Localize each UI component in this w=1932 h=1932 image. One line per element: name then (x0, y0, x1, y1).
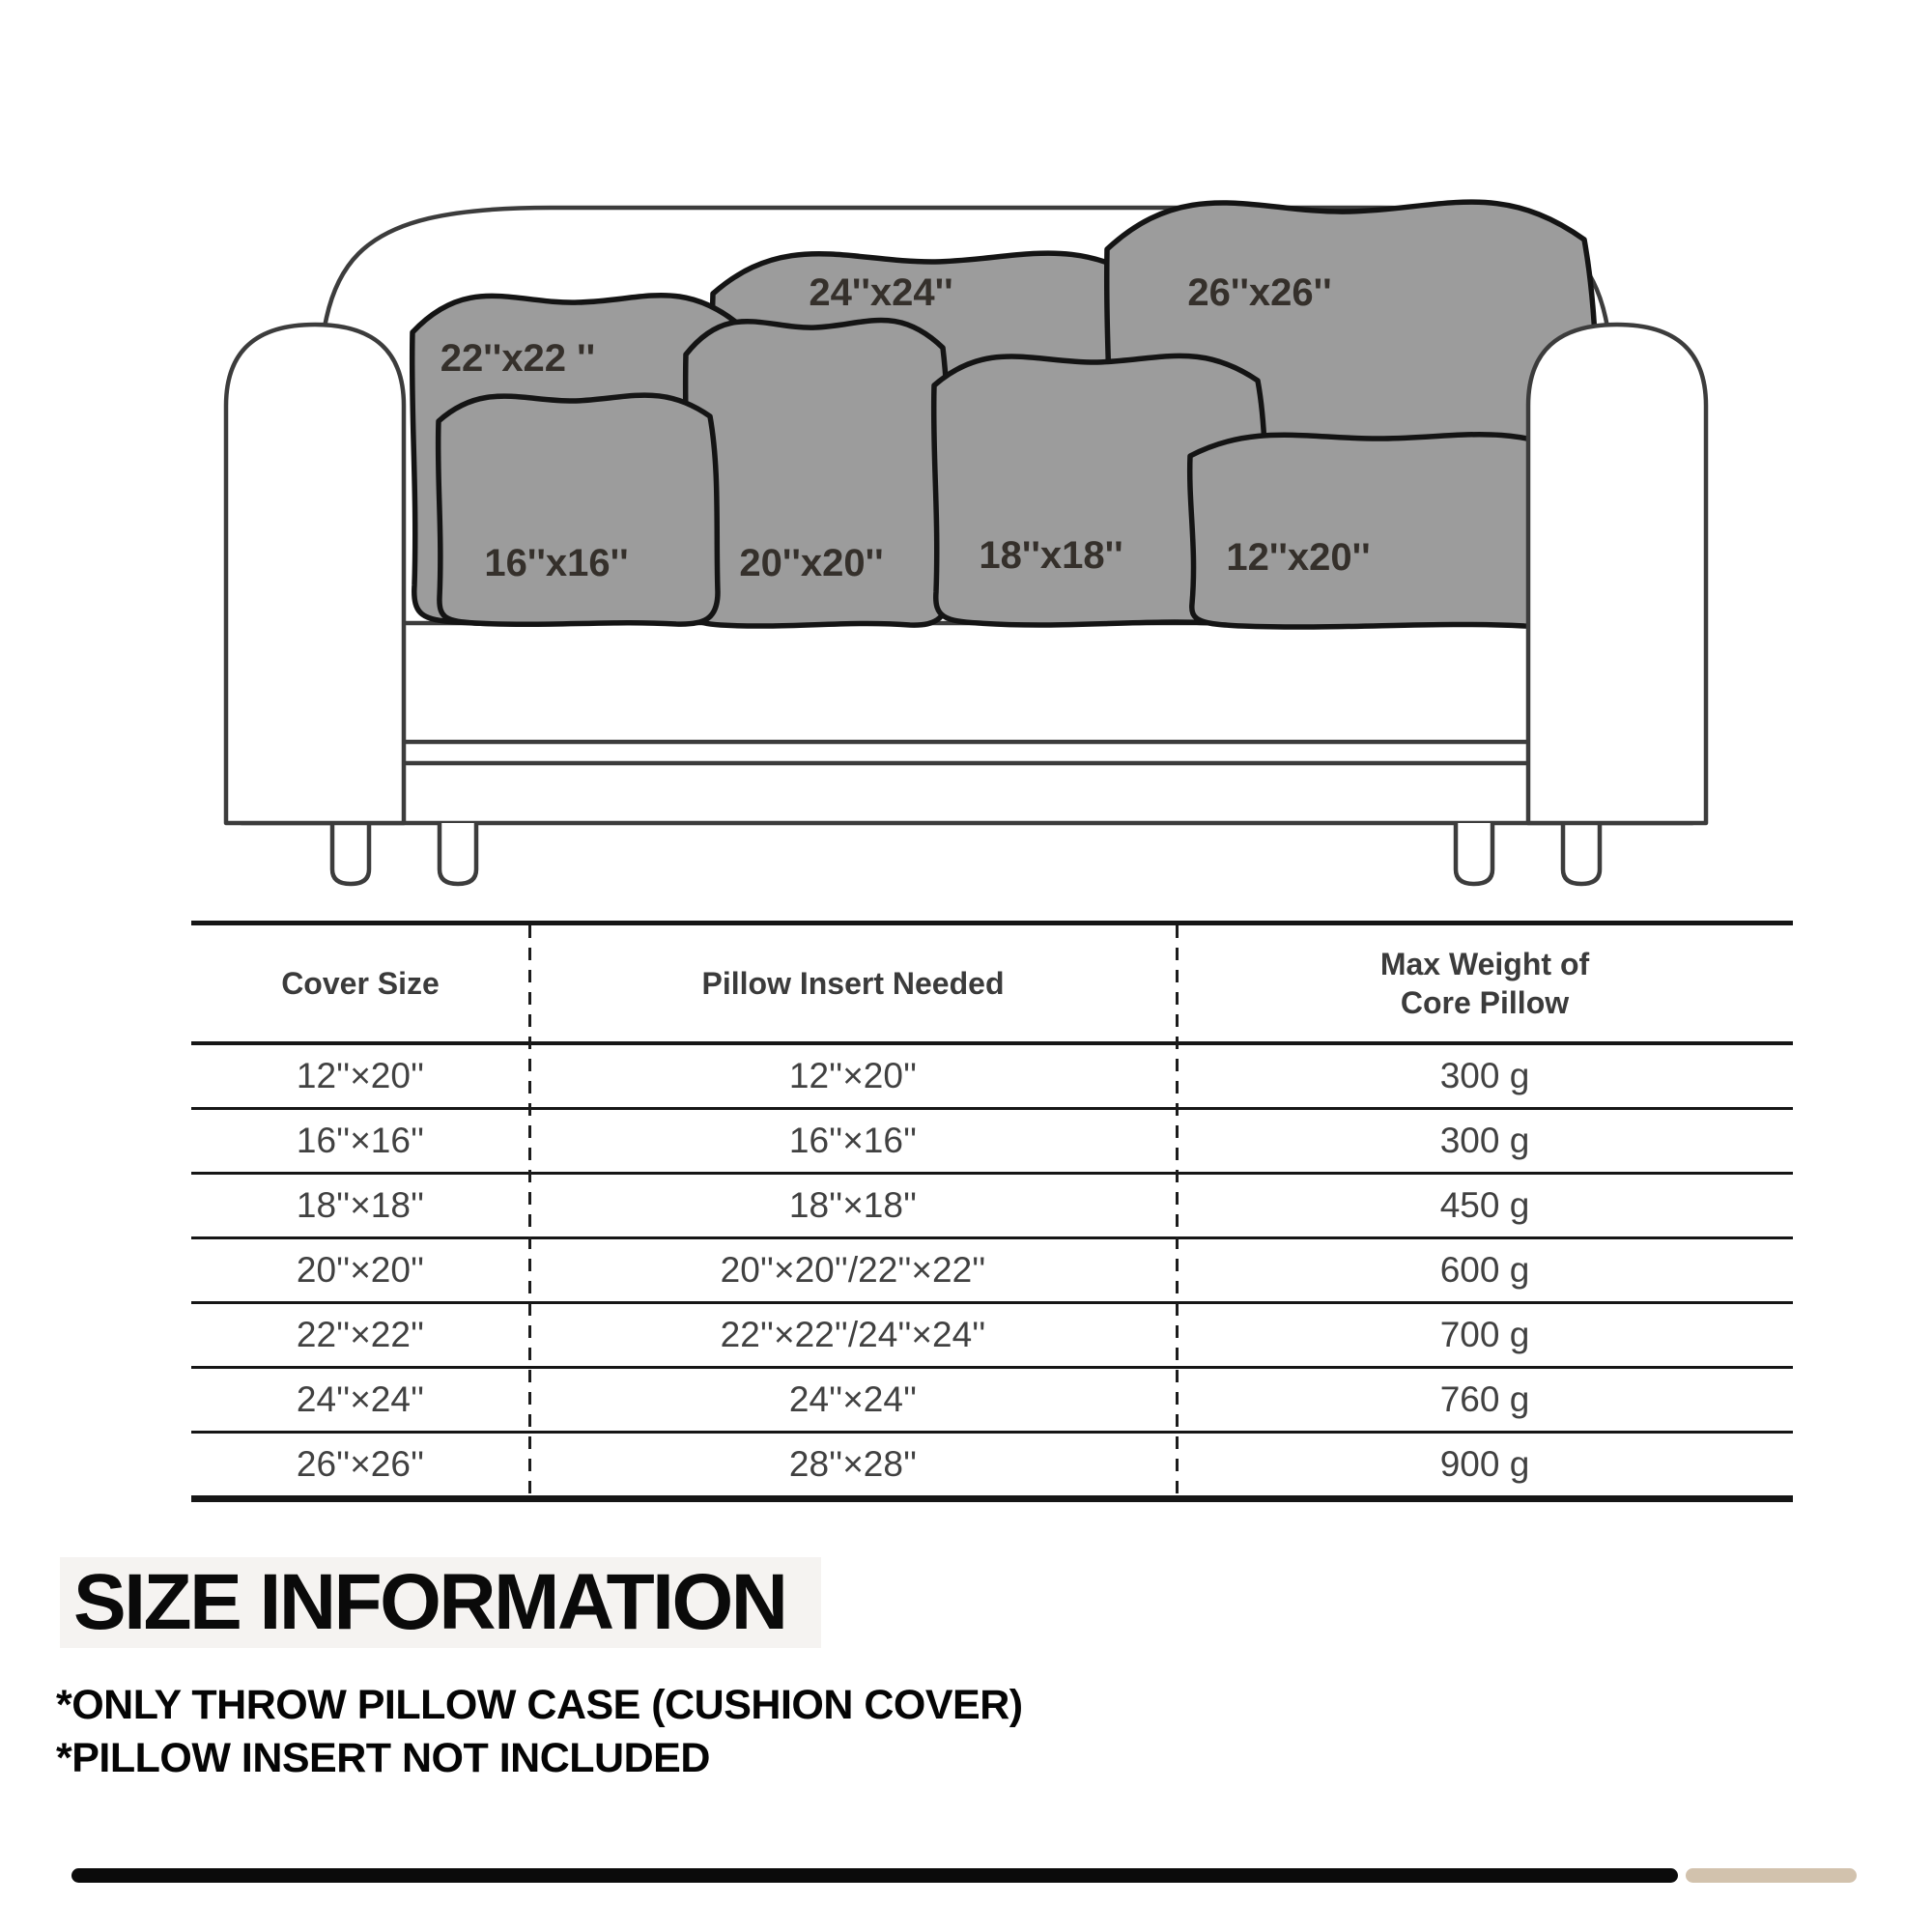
header-max-weight (1177, 945, 1793, 1022)
cell-pillow-insert: 16''×16'' (788, 1121, 918, 1160)
table-header-row (191, 925, 1793, 1045)
pillow-label-24x24: 24''x24'' (809, 271, 953, 314)
note-insert-not-included: *PILLOW INSERT NOT INCLUDED (56, 1735, 710, 1781)
pillow-16x16 (439, 395, 718, 624)
table-row (191, 1369, 1793, 1434)
header-pillow-insert: Pillow Insert Needed (701, 966, 1005, 1001)
pillow-label-16x16: 16''x16'' (484, 542, 629, 584)
table-row (191, 1434, 1793, 1498)
note-pillow-case-only: *ONLY THROW PILLOW CASE (CUSHION COVER) (56, 1682, 1023, 1728)
cell-cover-size: 12''×20'' (296, 1056, 425, 1095)
cell-cover-size: 26''×26'' (296, 1444, 425, 1484)
cell-max-weight: 300 g (1439, 1056, 1530, 1095)
pillow-12x20 (1190, 435, 1582, 627)
sofa-illustration (0, 0, 1932, 908)
cell-max-weight: 700 g (1439, 1315, 1530, 1354)
cell-max-weight: 760 g (1439, 1379, 1530, 1419)
page-title: SIZE INFORMATION (73, 1558, 786, 1646)
cell-pillow-insert: 28''×28'' (788, 1444, 918, 1484)
header-max-weight-line1: Max Weight of (1379, 947, 1590, 981)
table-row (191, 1045, 1793, 1110)
table-column-divider (528, 925, 531, 1498)
pillow-label-26x26: 26''x26'' (1187, 271, 1332, 314)
sofa-leg (1456, 823, 1492, 884)
cell-cover-size: 24''×24'' (296, 1379, 425, 1419)
table-column-divider (1176, 925, 1179, 1498)
cell-cover-size: 22''×22'' (296, 1315, 425, 1354)
cell-pillow-insert: 12''×20'' (788, 1056, 918, 1095)
cell-pillow-insert: 18''×18'' (788, 1185, 918, 1225)
sofa-left-armrest (226, 325, 404, 823)
footnotes (56, 1679, 1023, 1785)
divider-bar-accent (1686, 1868, 1857, 1883)
cell-pillow-insert: 22''×22''/24''×24'' (720, 1315, 986, 1354)
cell-cover-size: 18''×18'' (296, 1185, 425, 1225)
sofa-leg (1563, 823, 1600, 884)
cell-pillow-insert: 24''×24'' (788, 1379, 918, 1419)
pillow-label-12x20: 12''x20'' (1226, 536, 1371, 579)
cell-max-weight: 900 g (1439, 1444, 1530, 1484)
divider-bar-black (71, 1868, 1678, 1883)
table-row (191, 1239, 1793, 1304)
size-table (191, 921, 1793, 1502)
cell-max-weight: 300 g (1439, 1121, 1530, 1160)
sofa-right-armrest (1528, 325, 1706, 823)
pillow-label-20x20: 20''x20'' (739, 542, 884, 584)
table-row (191, 1110, 1793, 1175)
cell-cover-size: 16''×16'' (296, 1121, 425, 1160)
cell-max-weight: 600 g (1439, 1250, 1530, 1290)
cell-cover-size: 20''×20'' (296, 1250, 425, 1290)
pillow-label-22x22: 22''x22 '' (440, 337, 596, 380)
sofa-leg (440, 823, 476, 884)
cell-pillow-insert: 20''×20''/22''×22'' (720, 1250, 986, 1290)
pillow-label-18x18: 18''x18'' (979, 534, 1123, 577)
cell-max-weight: 450 g (1439, 1185, 1530, 1225)
header-max-weight-line2: Core Pillow (1400, 985, 1570, 1020)
table-row (191, 1175, 1793, 1239)
header-cover-size: Cover Size (281, 966, 440, 1001)
table-row (191, 1304, 1793, 1369)
sofa-leg (332, 823, 369, 884)
